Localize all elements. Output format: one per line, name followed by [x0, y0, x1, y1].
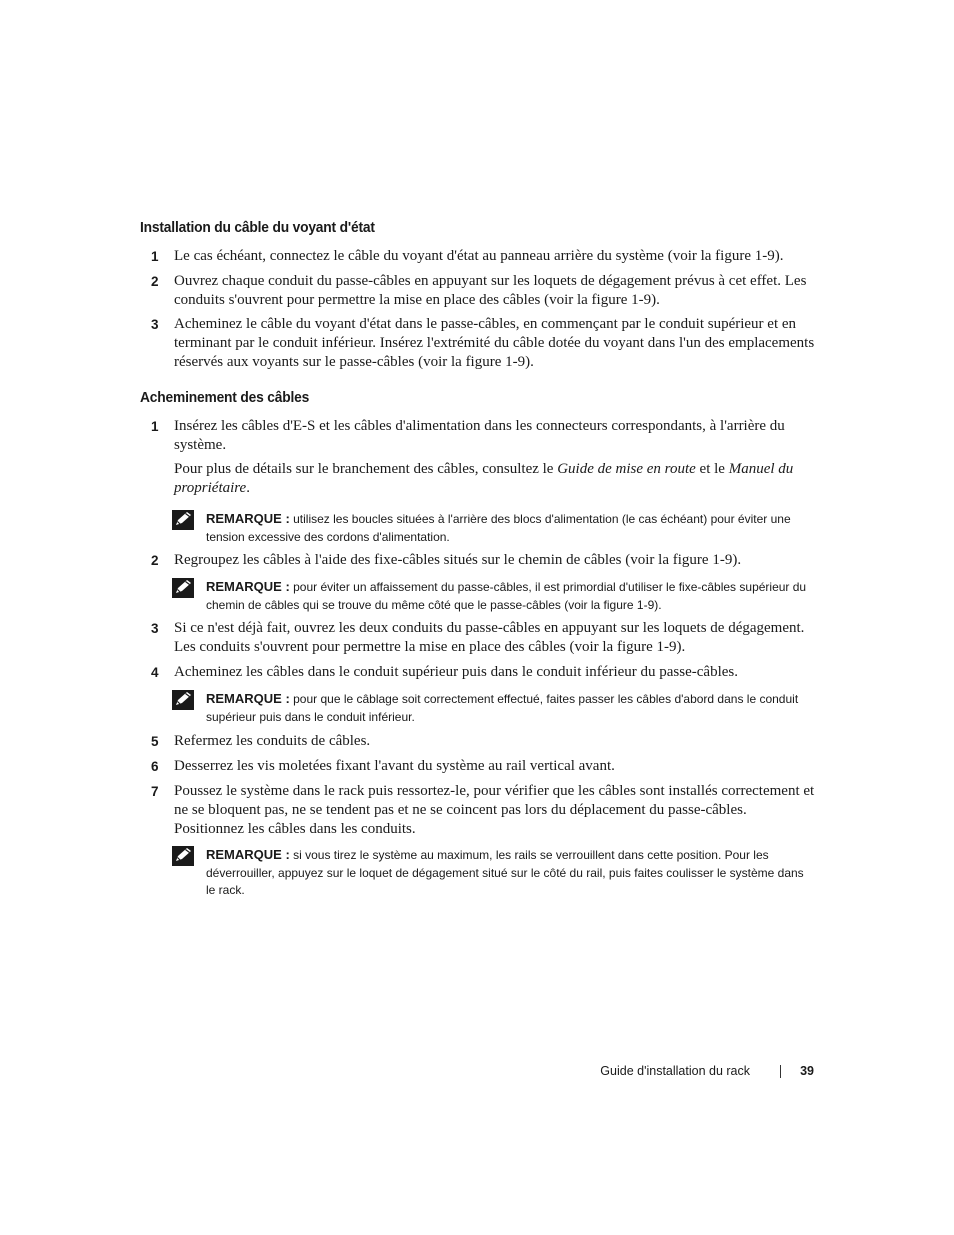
- step-text: Refermez les conduits de câbles.: [174, 733, 371, 749]
- step-text: Insérez les câbles d'E-S et les câbles d'alimentation dans les connecteurs correspondants, à l'arrière du système.: [174, 418, 785, 453]
- note-body: pour éviter un affaissement du passe-câbles, il est primordial d'utiliser le fixe-câbles supérieur du chemin de câbles qui se trouve du même côté que le passe-câbles (voir la figure 1-9).: [206, 580, 807, 612]
- section-heading-cable-routing: Acheminement des câbles: [140, 389, 310, 406]
- step-text: Desserrez les vis moletées fixant l'avant du système au rail vertical avant.: [174, 758, 615, 774]
- note-text: [206, 690, 812, 726]
- step-number: 7: [151, 784, 159, 799]
- step-text: Acheminez le câble du voyant d'état dans le passe-câbles, en commençant par le conduit supérieur et en terminant par le conduit inférieur. Insérez l'extrémité du câble dotée du voyant dans l'un des emplacements réservés aux voyants sur le passe-câbles (voir la figure 1-9).: [174, 316, 815, 370]
- note-body: pour que le câblage soit correctement effectué, faites passer les câbles d'abord dans le conduit supérieur puis dans le conduit inférieur.: [206, 692, 799, 724]
- note-label: REMARQUE :: [206, 579, 290, 594]
- section-heading-status-cable: Installation du câble du voyant d'état: [140, 219, 375, 236]
- note-pencil-icon: [172, 846, 194, 866]
- step-text: Si ce n'est déjà fait, ouvrez les deux conduits du passe-câbles en appuyant sur les loquets de dégagement. Les conduits s'ouvrent pour permettre la mise en place des câbles (voir la figure 1-9).: [174, 620, 805, 655]
- detail-text: et le: [695, 461, 729, 477]
- step-text: Le cas échéant, connectez le câble du voyant d'état au panneau arrière du système (voir la figure 1-9).: [174, 248, 784, 264]
- step-detail-paragraph: [174, 460, 819, 498]
- step-number: 1: [151, 419, 159, 434]
- note-body: si vous tirez le système au maximum, les rails se verrouillent dans cette position. Pour les déverrouiller, appuyez sur le loquet de dégagement situé sur le côté du rail, puis faites coulisser le système dans le rack.: [206, 848, 804, 897]
- note-text: [206, 510, 812, 546]
- note-pencil-icon: [172, 578, 194, 598]
- page-number: 39: [800, 1064, 814, 1078]
- manual-title: Manuel du propriétaire: [174, 461, 794, 496]
- note-label: REMARQUE :: [206, 691, 290, 706]
- step-number: 3: [151, 621, 159, 636]
- note-pencil-icon: [172, 510, 194, 530]
- step-number: 2: [151, 553, 159, 568]
- step-text: Poussez le système dans le rack puis ressortez-le, pour vérifier que les câbles sont installés correctement et ne se bloquent pas, ne se tendent pas et ne se coincent pas lors du déplacement du passe-câbles. Positionnez les câbles dans les conduits.: [174, 783, 815, 837]
- note-body: utilisez les boucles situées à l'arrière des blocs d'alimentation (le cas échéant) pour éviter une tension excessive des cordons d'alimentation.: [206, 512, 791, 544]
- footer-title: Guide d'installation du rack: [600, 1064, 750, 1078]
- step-number: 5: [151, 734, 159, 749]
- page-footer: [560, 1062, 814, 1082]
- guide-title: Guide de mise en route: [557, 461, 696, 477]
- note-pencil-icon: [172, 690, 194, 710]
- step-number: 6: [151, 759, 159, 774]
- step-number: 2: [151, 274, 159, 289]
- step-number: 1: [151, 249, 159, 264]
- note-label: REMARQUE :: [206, 847, 290, 862]
- note-text: [206, 846, 812, 900]
- step-number: 4: [151, 665, 159, 680]
- note-label: REMARQUE :: [206, 511, 290, 526]
- step-text: Acheminez les câbles dans le conduit supérieur puis dans le conduit inférieur du passe-câbles.: [174, 664, 738, 680]
- note-text: [206, 578, 812, 614]
- detail-text: Pour plus de détails sur le branchement des câbles, consultez le: [174, 461, 558, 477]
- step-number: 3: [151, 317, 159, 332]
- detail-text: .: [246, 480, 250, 496]
- step-text: Regroupez les câbles à l'aide des fixe-câbles situés sur le chemin de câbles (voir la figure 1-9).: [174, 552, 742, 568]
- footer-divider: [780, 1065, 781, 1078]
- step-text: Ouvrez chaque conduit du passe-câbles en appuyant sur les loquets de dégagement prévus à cet effet. Les conduits s'ouvrent pour permettre la mise en place des câbles (voir la figure 1-9).: [174, 273, 807, 308]
